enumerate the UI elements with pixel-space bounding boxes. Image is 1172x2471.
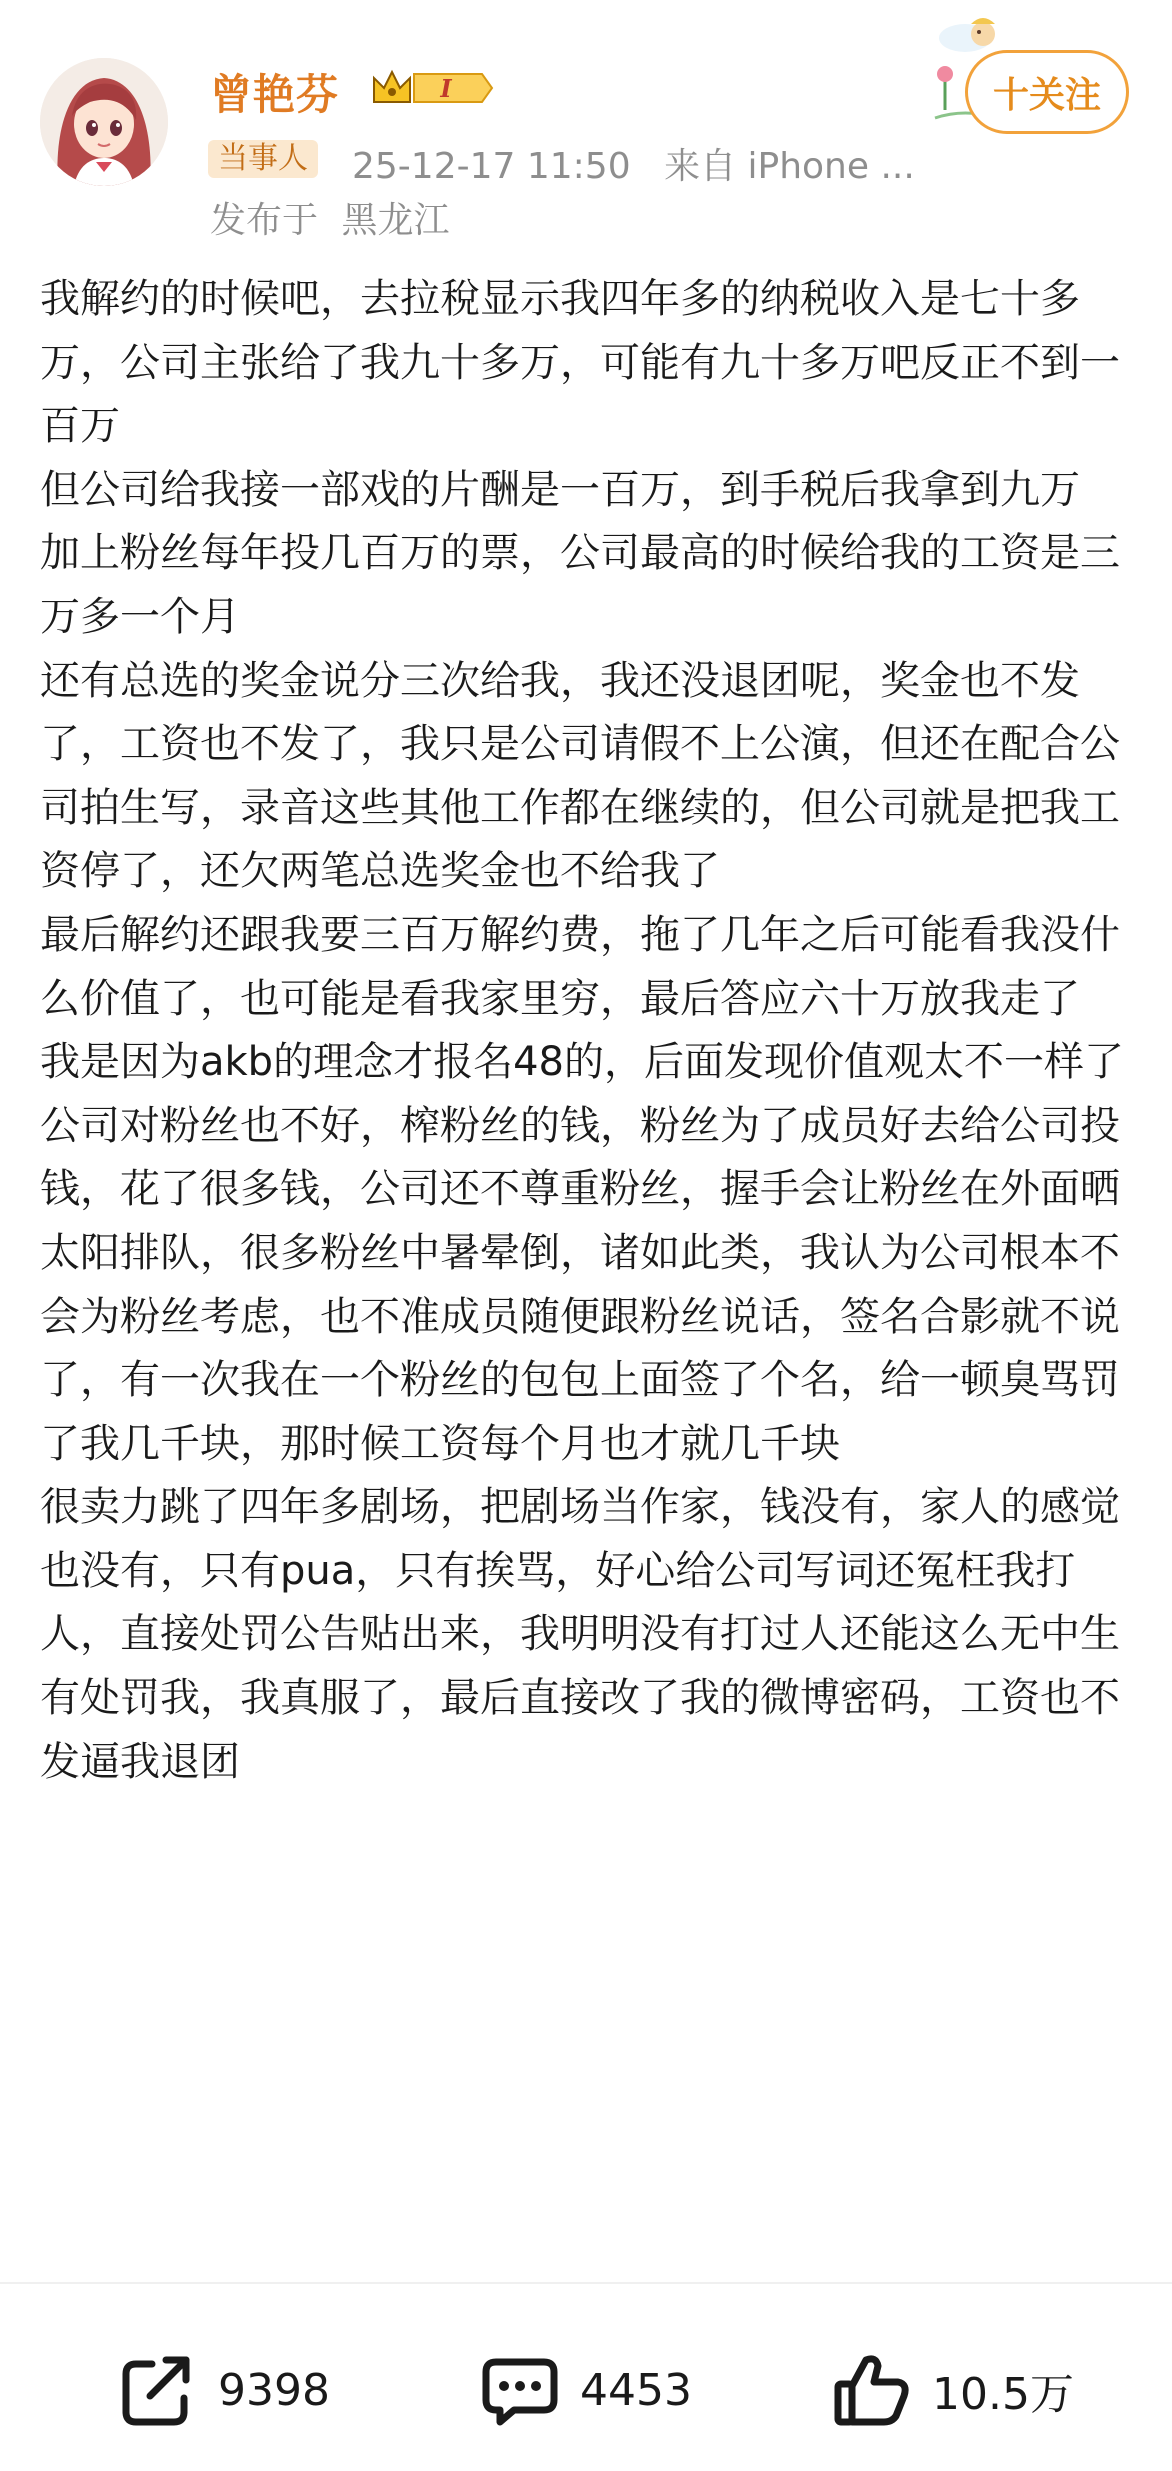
post-body xyxy=(40,268,1140,1794)
follow-button-label: 十关注 xyxy=(992,74,1101,116)
thumbs-up-icon xyxy=(832,2350,912,2430)
repost-count: 9398 xyxy=(218,2364,330,2416)
post-header xyxy=(0,0,1172,250)
vip-level: I xyxy=(440,74,452,103)
location-label: 发布于 xyxy=(210,200,319,241)
post-paragraph: 最后解约还跟我要三百万解约费，拖了几年之后可能看我没什么价值了，也可能是看我家里穷，最后答应六十万放我走了 xyxy=(40,911,1120,1022)
comment-button[interactable] xyxy=(480,2350,692,2430)
post-paragraph: 很卖力跳了四年多剧场，把剧场当作家，钱没有，家人的感觉也没有，只有pua，只有挨骂，好心给公司写词还冤枉我打人，直接处罚公告贴出来，我明明没有打过人还能这么无中生有处罚我，我真服了，最后直接改了我的微博密码，工资也不发逼我退团 xyxy=(40,1484,1120,1785)
post-paragraph: 我解约的时候吧，去拉稅显示我四年多的纳税收入是七十多万，公司主张给了我九十多万，可能有九十多万吧反正不到一百万 xyxy=(40,276,1120,450)
author-name[interactable]: 曾艳芬 xyxy=(210,70,340,119)
post-paragraph: 我是因为akb的理念才报名48的，后面发现价值观太不一样了 xyxy=(40,1039,1124,1086)
location xyxy=(210,192,449,243)
role-tag: 当事人 xyxy=(208,140,318,178)
divider xyxy=(0,2282,1172,2284)
action-bar xyxy=(0,2300,1172,2471)
follow-button[interactable] xyxy=(965,50,1129,134)
post-paragraph: 但公司给我接一部戏的片酬是一百万，到手税后我拿到九万 xyxy=(40,466,1080,513)
comment-icon xyxy=(480,2350,560,2430)
repost-icon xyxy=(118,2350,198,2430)
crown-icon xyxy=(370,66,496,110)
avatar-illustration xyxy=(40,58,168,186)
comment-count: 4453 xyxy=(580,2364,692,2416)
timestamp: 25-12-17 11:50 xyxy=(352,146,631,187)
repost-button[interactable] xyxy=(118,2350,330,2430)
post-meta xyxy=(352,138,937,189)
post-paragraph: 还有总选的奖金说分三次给我，我还没退团呢，奖金也不发了，工资也不发了，我只是公司请假不上公演，但还在配合公司拍生写，录音这些其他工作都在继续的，但公司就是把我工资停了，还欠两笔总选奖金也不给我了 xyxy=(40,657,1120,895)
post-paragraph: 公司对粉丝也不好，榨粉丝的钱，粉丝为了成员好去给公司投钱，花了很多钱，公司还不尊重粉丝，握手会让粉丝在外面晒太阳排队，很多粉丝中暑晕倒，诸如此类，我认为公司根本不会为粉丝考虑，也不准成员随便跟粉丝说话，签名合影就不说了，有一次我在一个粉丝的包包上面签了个名，给一顿臭骂罚了我几千块，那时候工资每个月也才就几千块 xyxy=(40,1102,1120,1467)
vip-badge[interactable] xyxy=(370,66,496,110)
post-source: 来自 iPhone ... xyxy=(664,146,915,187)
like-button[interactable] xyxy=(832,2350,1074,2430)
like-count: 10.5万 xyxy=(932,2369,1074,2420)
avatar[interactable] xyxy=(40,58,168,186)
location-value: 黑龙江 xyxy=(341,200,450,241)
post-paragraph: 加上粉丝每年投几百万的票，公司最高的时候给我的工资是三万多一个月 xyxy=(40,530,1120,640)
